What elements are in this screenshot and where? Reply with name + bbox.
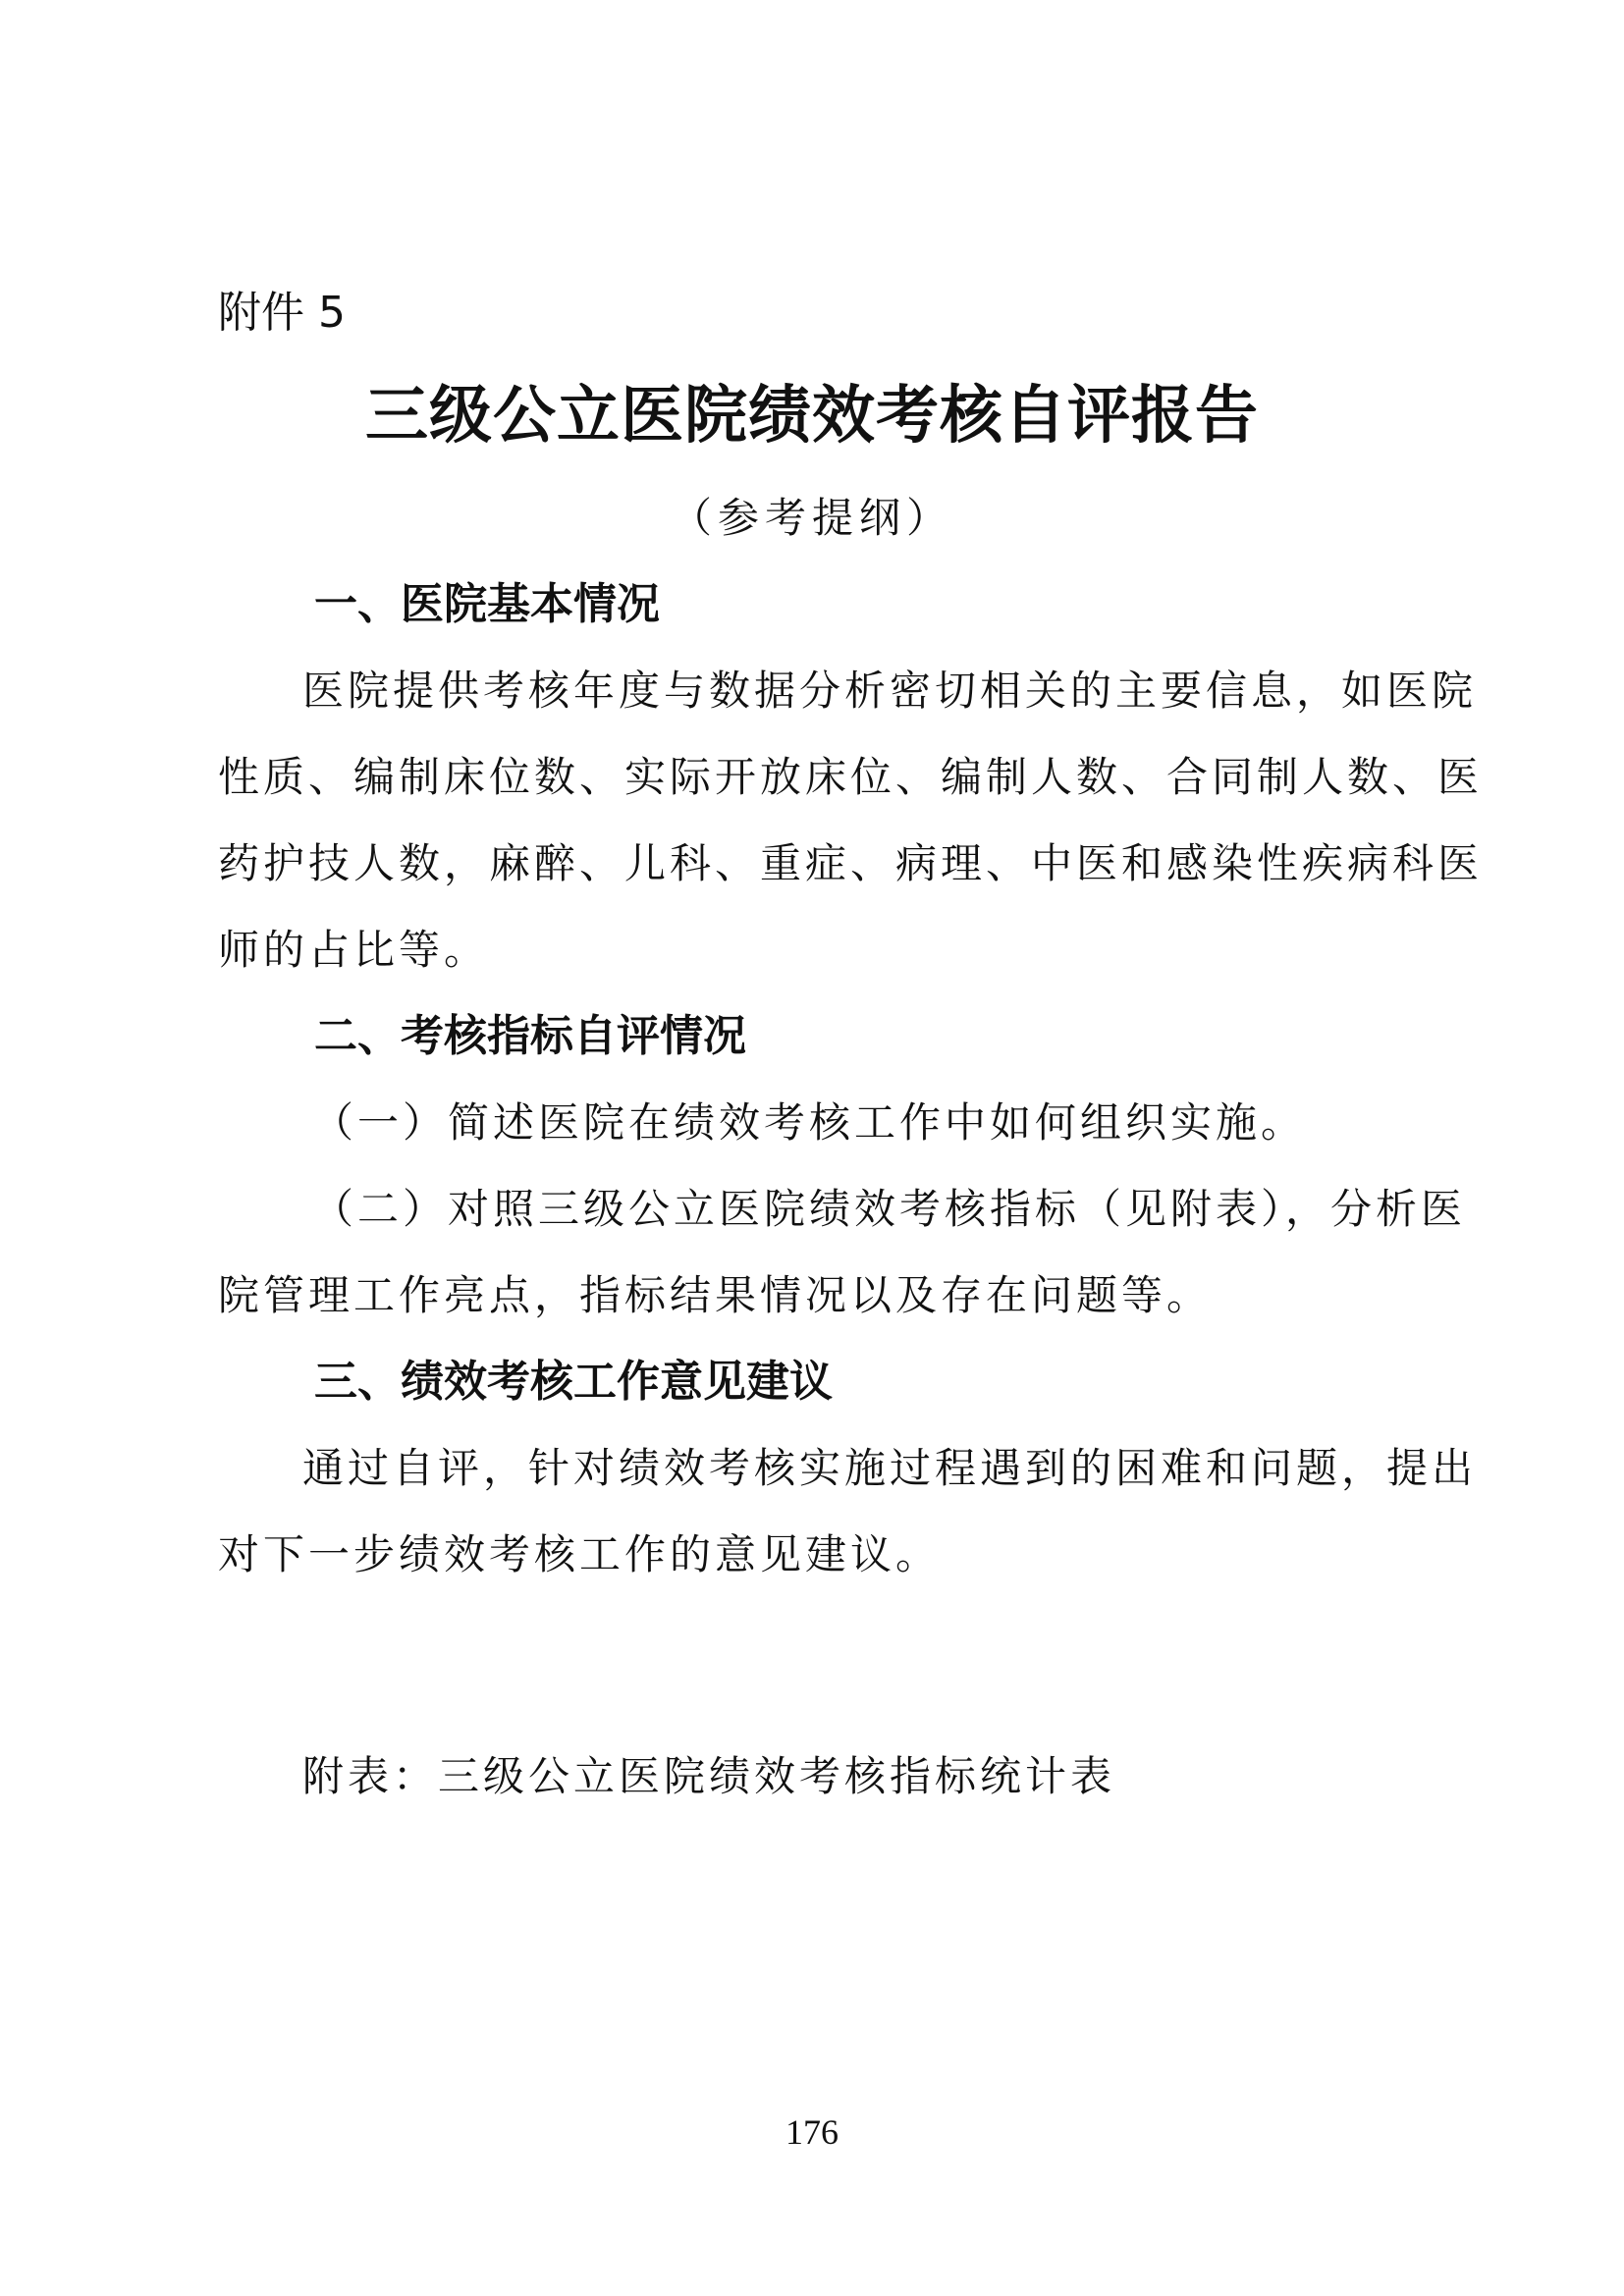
paragraph-line: 医院提供考核年度与数据分析密切相关的主要信息，如医院 [302,667,1478,715]
document-title: 三级公立医院绩效考核自评报告 [365,380,1259,453]
paragraph-line: 性质、编制床位数、实际开放床位、编制人数、合同制人数、医 [218,753,1484,801]
appendix-note: 附表：三级公立医院绩效考核指标统计表 [302,1752,1116,1800]
sub-item-organization: （一）简述医院在绩效考核工作中如何组织实施。 [312,1098,1307,1147]
attachment-label: 附件 5 [218,288,346,338]
paragraph-line: 对下一步绩效考核工作的意见建议。 [218,1530,942,1578]
sub-item-analysis: （二）对照三级公立医院绩效考核指标（见附表），分析医 [312,1185,1467,1233]
paragraph-line: 药护技人数，麻醉、儿科、重症、病理、中医和感染性疾病科医 [218,839,1484,887]
section-heading-suggestions: 三、绩效考核工作意见建议 [314,1357,833,1407]
paragraph-line: 师的占比等。 [218,926,490,974]
section-heading-self-assessment: 二、考核指标自评情况 [314,1011,746,1061]
page-number: 176 [785,2112,839,2152]
paragraph-line: 通过自评，针对绩效考核实施过程遇到的困难和问题，提出 [302,1444,1478,1492]
paragraph-line: 院管理工作亮点，指标结果情况以及存在问题等。 [218,1271,1213,1319]
section-heading-basic-info: 一、医院基本情况 [314,579,660,629]
document-subtitle: （参考提纲） [670,494,953,542]
